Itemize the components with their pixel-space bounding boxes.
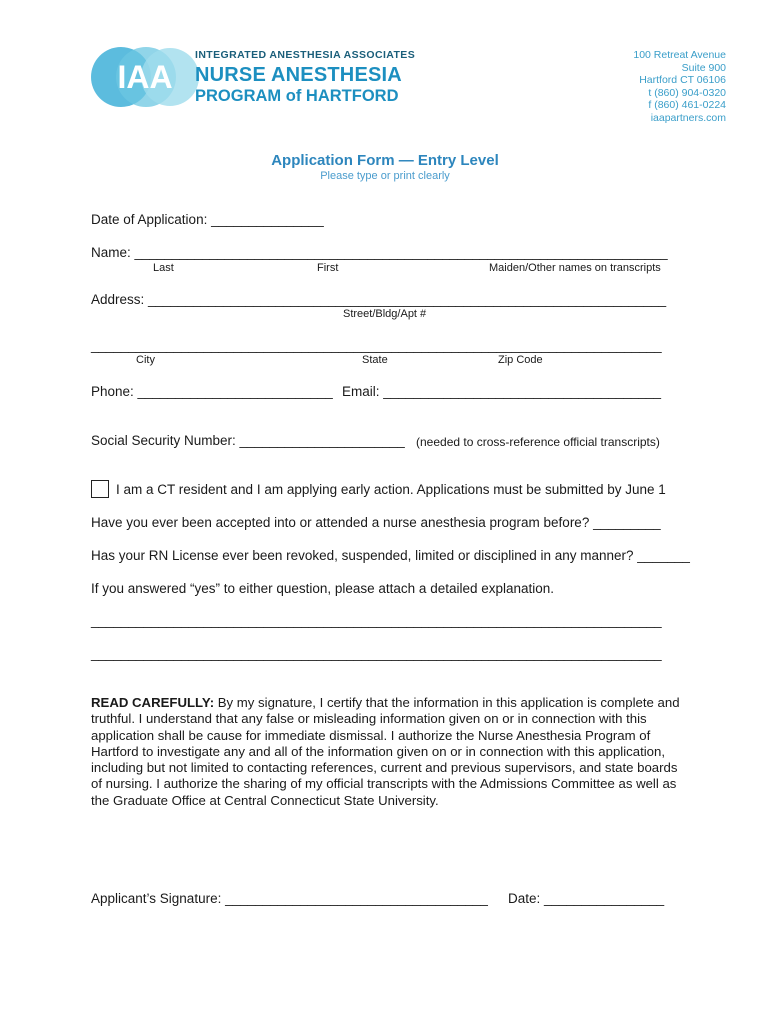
name-first-caption: First xyxy=(317,262,339,274)
phone-field[interactable]: Phone: __________________________ xyxy=(91,384,333,399)
address-line2-field[interactable]: ____________________________________________________________________________ xyxy=(91,338,662,353)
ct-resident-label: I am a CT resident and I am applying early action. Applications must be submitted by June 1 xyxy=(116,482,666,497)
name-last-caption: Last xyxy=(153,262,174,274)
contact-city: Hartford CT 06106 xyxy=(639,74,726,87)
address-street-caption: Street/Bldg/Apt # xyxy=(343,308,427,320)
ssn-note: (needed to cross-reference official transcripts) xyxy=(416,435,660,449)
contact-suite: Suite 900 xyxy=(681,61,726,74)
question-accepted-before[interactable]: Have you ever been accepted into or attended a nurse anesthesia program before? _________ xyxy=(91,515,661,530)
read-carefully-label: READ CAREFULLY: xyxy=(91,695,215,710)
date-of-application-field[interactable]: Date of Application: _______________ xyxy=(91,212,324,227)
ssn-field[interactable]: Social Security Number: ______________________ xyxy=(91,433,405,448)
address-state-caption: State xyxy=(362,354,388,366)
form-title: Application Form — Entry Level xyxy=(271,152,499,169)
contact-website[interactable]: iaapartners.com xyxy=(650,111,726,124)
form-subtitle: Please type or print clearly xyxy=(320,170,450,182)
org-name xyxy=(195,50,415,104)
address-field[interactable]: Address: _____________________________________________________________________ xyxy=(91,292,667,307)
name-field[interactable]: Name: _______________________________________________________________________ xyxy=(91,245,668,260)
logo-letters: IAA xyxy=(117,59,173,95)
logo-icon xyxy=(90,46,200,108)
signature-date-field[interactable]: Date: ________________ xyxy=(508,891,665,906)
certification-text: By my signature, I certify that the information in this application is complete and truthful. I understand that any false or misleading information given on or in connection with this application shall be cause for immediate dismissal. I authorize the Nurse Anesthesia Program of Hartford to investigate any and all of the information given on or in connection with this application, including but not limited to contacting references, current and previous supervisors, and state boards of nursing. I authorize the sharing of my official transcripts with the Admissions Committee as well as the Graduate Office at Central Connecticut State University. xyxy=(91,695,680,808)
contact-fax: f (860) 461-0224 xyxy=(648,99,726,112)
explanation-instruction: If you answered “yes” to either question, please attach a detailed explanation. xyxy=(91,581,555,596)
contact-street: 100 Retreat Avenue xyxy=(633,49,726,61)
certification-paragraph xyxy=(91,695,681,809)
address-zip-caption: Zip Code xyxy=(498,354,543,366)
org-name-line2: NURSE ANESTHESIA xyxy=(195,63,402,86)
org-name-line3: PROGRAM of HARTFORD xyxy=(195,86,399,105)
explanation-line-2[interactable]: ____________________________________________________________________________ xyxy=(91,646,662,661)
contact-block xyxy=(633,49,726,125)
name-maiden-caption: Maiden/Other names on transcripts xyxy=(489,262,661,274)
address-city-caption: City xyxy=(136,354,155,366)
signature-field[interactable]: Applicant’s Signature: ___________________________________ xyxy=(91,891,488,906)
contact-phone: t (860) 904-0320 xyxy=(648,86,726,99)
email-field[interactable]: Email: _____________________________________ xyxy=(342,384,662,399)
question-rn-license[interactable]: Has your RN License ever been revoked, suspended, limited or disciplined in any manner? _______ xyxy=(91,548,690,563)
org-name-line1: INTEGRATED ANESTHESIA ASSOCIATES xyxy=(195,49,416,61)
explanation-line-1[interactable]: ____________________________________________________________________________ xyxy=(91,613,662,628)
ct-resident-checkbox[interactable] xyxy=(91,480,109,498)
